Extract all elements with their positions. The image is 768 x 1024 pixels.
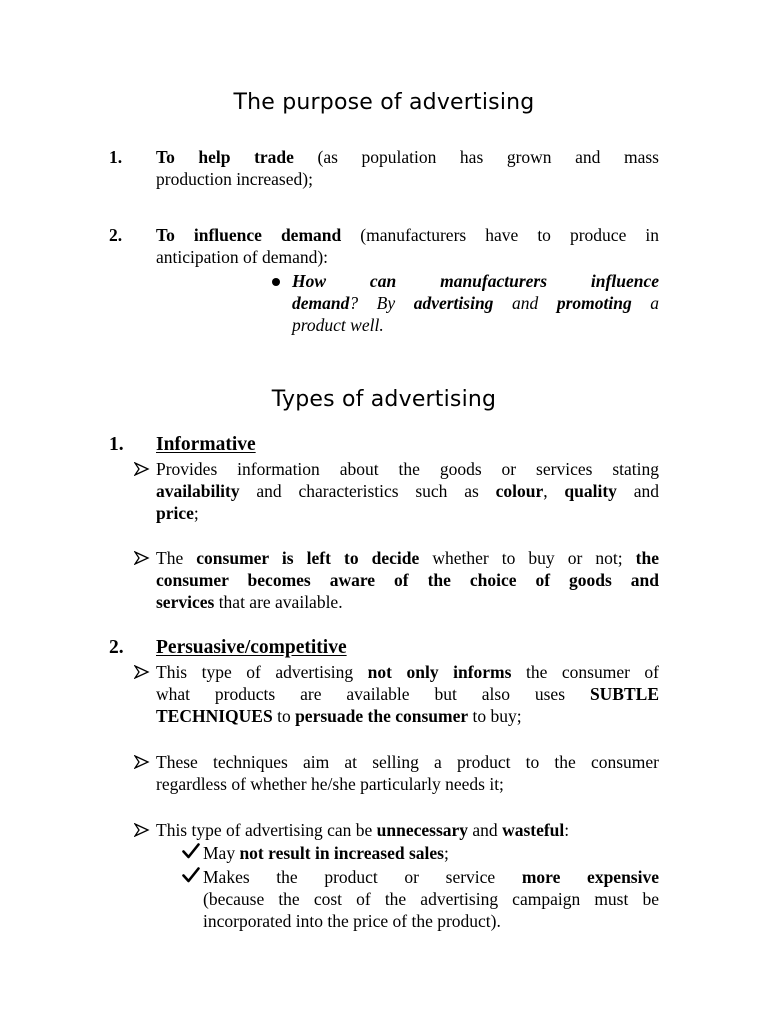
text-line: incorporated into the price of the product).: [203, 911, 501, 931]
text-line: [156, 502, 659, 524]
text-line: [156, 683, 659, 705]
bold-text: wasteful: [502, 820, 565, 840]
text-line: regardless of whether he/she particularly needs it;: [156, 774, 504, 794]
check-item-1: [203, 842, 659, 864]
text-span: and: [616, 481, 659, 501]
bold-text: persuade the consumer: [295, 706, 469, 726]
text-line: [203, 866, 659, 888]
bold-text: To help trade: [156, 147, 294, 167]
bold-text: consumer is left to decide: [196, 548, 420, 568]
text-span: to buy;: [468, 706, 522, 726]
text-span: (as population has grown and mass: [293, 147, 659, 167]
checkmark-icon: [182, 843, 200, 859]
list-number: 1.: [109, 434, 124, 455]
text-span: and: [468, 820, 503, 840]
bold-text: SUBTLE: [589, 684, 659, 704]
text-span: The: [156, 548, 197, 568]
bold-text: consumer becomes aware of the choice of goods and: [156, 570, 659, 590]
section-title-types: Types of advertising: [271, 387, 497, 412]
bold-text: more expensive: [521, 867, 659, 887]
arrow-bullet-icon: [134, 823, 150, 837]
text-line: product well.: [292, 315, 384, 335]
bold-text: not only informs: [367, 662, 512, 682]
text-span: (manufacturers have to produce in: [341, 225, 659, 245]
text-span: the consumer of: [511, 662, 660, 682]
text-line: [156, 146, 659, 168]
text-line: [292, 270, 659, 292]
text-span: ;: [443, 843, 449, 863]
bold-text: the: [635, 548, 659, 568]
arrow-bullet-icon: [134, 665, 150, 679]
text-line: [156, 224, 659, 246]
text-span: that are available.: [214, 592, 343, 612]
persuasive-point-2: [156, 751, 659, 795]
informative-point-2: [156, 547, 659, 613]
bold-text: demand: [292, 293, 350, 313]
text-line: [156, 705, 659, 727]
text-line: production increased);: [156, 169, 313, 189]
arrow-bullet-icon: [134, 462, 150, 476]
bullet-question: [292, 270, 659, 336]
text-span: and: [493, 293, 557, 313]
text-span: ? By: [349, 293, 414, 313]
bold-text: promoting: [556, 293, 632, 313]
bold-text: quality: [564, 481, 617, 501]
text-span: whether to buy or not;: [419, 548, 636, 568]
text-span: May: [203, 843, 240, 863]
text-span: what products are available but also uses: [156, 684, 590, 704]
check-item-2: [203, 866, 659, 932]
arrow-bullet-icon: [134, 551, 150, 565]
list-number: 2.: [109, 225, 123, 245]
text-line: [156, 819, 659, 841]
text-span: ;: [193, 503, 199, 523]
bold-text: price: [156, 503, 194, 523]
text-line: [292, 292, 659, 314]
text-line: [156, 547, 659, 569]
purpose-item-2: [156, 224, 659, 268]
bold-text: services: [156, 592, 215, 612]
informative-point-1: [156, 458, 659, 524]
text-line: [203, 842, 659, 864]
text-span: :: [564, 820, 570, 840]
text-span: This type of advertising: [156, 662, 368, 682]
bold-text: unnecessary: [376, 820, 469, 840]
bold-text: not result in increased sales: [239, 843, 444, 863]
subheading-persuasive: Persuasive/competitive: [156, 637, 347, 658]
text-span: to: [272, 706, 296, 726]
text-line: [156, 569, 659, 591]
purpose-item-1: [156, 146, 659, 190]
subheading-informative: Informative: [156, 434, 256, 455]
text-line: [156, 480, 659, 502]
text-span: Makes the product or service: [203, 867, 522, 887]
text-span: ,: [543, 481, 565, 501]
list-number: 1.: [109, 147, 123, 167]
text-span: and characteristics such as: [239, 481, 496, 501]
bold-text: How can manufacturers influence: [292, 271, 659, 291]
text-line: [156, 591, 659, 613]
bold-text: TECHNIQUES: [156, 706, 273, 726]
persuasive-point-1: [156, 661, 659, 727]
bold-text: colour: [495, 481, 544, 501]
text-line: (because the cost of the advertising campaign must be: [203, 889, 659, 909]
text-line: These techniques aim at selling a product to the consumer: [156, 752, 659, 772]
bold-text: advertising: [413, 293, 494, 313]
text-line: [156, 661, 659, 683]
text-span: a: [631, 293, 660, 313]
text-span: This type of advertising can be: [156, 820, 377, 840]
text-line: anticipation of demand):: [156, 247, 329, 267]
arrow-bullet-icon: [134, 755, 150, 769]
checkmark-icon: [182, 867, 200, 883]
list-number: 2.: [109, 637, 124, 658]
persuasive-point-3: [156, 819, 659, 841]
section-title-purpose: The purpose of advertising: [233, 90, 535, 115]
text-line: Provides information about the goods or services stating: [156, 459, 659, 479]
bullet-dot-icon: [272, 278, 280, 286]
bold-text: To influence demand: [156, 225, 342, 245]
bold-text: availability: [156, 481, 240, 501]
